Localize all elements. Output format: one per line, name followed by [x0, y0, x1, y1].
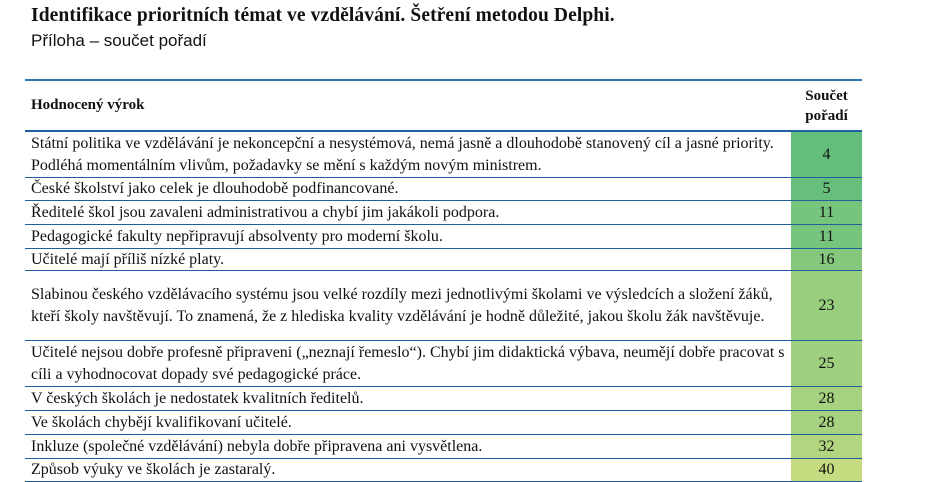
ranking-table — [25, 79, 862, 482]
statement-cell — [25, 225, 791, 248]
page-title: Identifikace prioritních témat ve vzdělávání. Šetření metodou Delphi. — [31, 5, 615, 26]
statement-cell — [25, 271, 791, 340]
rank-sum-cell: 28 — [791, 411, 862, 434]
rank-sum-cell: 11 — [791, 201, 862, 224]
rank-sum-cell: 16 — [791, 249, 862, 270]
table-row — [25, 225, 862, 249]
table-row — [25, 411, 862, 435]
rank-sum-cell: 23 — [791, 271, 862, 340]
table-body — [25, 132, 862, 482]
statement-cell — [25, 132, 791, 177]
statement-text: Pedagogické fakulty nepřipravují absolventy pro moderní školu. — [31, 227, 443, 245]
statement-text: Učitelé mají příliš nízké platy. — [31, 250, 225, 268]
statement-cell — [25, 178, 791, 200]
statement-text: Ve školách chybějí kvalifikovaní učitelé. — [31, 413, 292, 431]
statement-text: Ředitelé škol jsou zavaleni administrativou a chybí jim jakákoli podpora. — [31, 203, 500, 221]
statement-text: Státní politika ve vzdělávání je nekoncepční a nesystémová, nemá jasně a dlouhodobě stanovený cíl a jasné priority. Podléhá momentálním vlivům, požadavky se mění s každým novým ministrem. — [31, 134, 774, 174]
statement-cell — [25, 435, 791, 458]
table-row — [25, 249, 862, 271]
rank-sum-cell: 28 — [791, 387, 862, 410]
table-row — [25, 132, 862, 178]
page-subtitle: Příloha – součet pořadí — [31, 31, 207, 50]
statement-text: Učitelé nejsou dobře profesně připraveni („neznají řemeslo“). Chybí jim didaktická výbava, neumějí dobře pracovat s cíli a vyhodnocovat dopady své pedagogické práce. — [31, 343, 785, 383]
statement-cell — [25, 341, 791, 386]
statement-cell — [25, 459, 791, 481]
rank-sum-cell: 11 — [791, 225, 862, 248]
table-row — [25, 271, 862, 341]
rank-sum-cell: 5 — [791, 178, 862, 200]
table-row — [25, 201, 862, 225]
table-header-row — [25, 81, 862, 132]
table-row — [25, 435, 862, 459]
table-row — [25, 459, 862, 482]
column-header-statement: Hodnocený výrok — [31, 97, 145, 113]
table-row — [25, 178, 862, 201]
statement-cell — [25, 387, 791, 410]
rank-sum-cell: 4 — [791, 132, 862, 177]
table-row — [25, 387, 862, 411]
statement-text: České školství jako celek je dlouhodobě podfinancované. — [31, 180, 399, 197]
statement-cell — [25, 201, 791, 224]
statement-text: Inkluze (společné vzdělávání) nebyla dobře připravena ani vysvětlena. — [31, 437, 483, 455]
statement-text: V českých školách je nedostatek kvalitních ředitelů. — [31, 389, 364, 407]
column-header-rank-sum: Součet pořadí — [805, 87, 848, 124]
rank-sum-cell: 25 — [791, 341, 862, 386]
rank-sum-cell: 40 — [791, 459, 862, 481]
rank-sum-cell: 32 — [791, 435, 862, 458]
statement-text: Slabinou českého vzdělávacího systému jsou velké rozdíly mezi jednotlivými školami ve výsledcích a složení žáků, kteří školy navštěvují. To znamená, že z hlediska kvality vzdělávání je hodně důležité, jakou školu žák navštěvuje. — [31, 285, 773, 325]
table-row — [25, 341, 862, 387]
statement-cell — [25, 249, 791, 270]
statement-text: Způsob výuky ve školách je zastaralý. — [31, 461, 276, 478]
statement-cell — [25, 411, 791, 434]
